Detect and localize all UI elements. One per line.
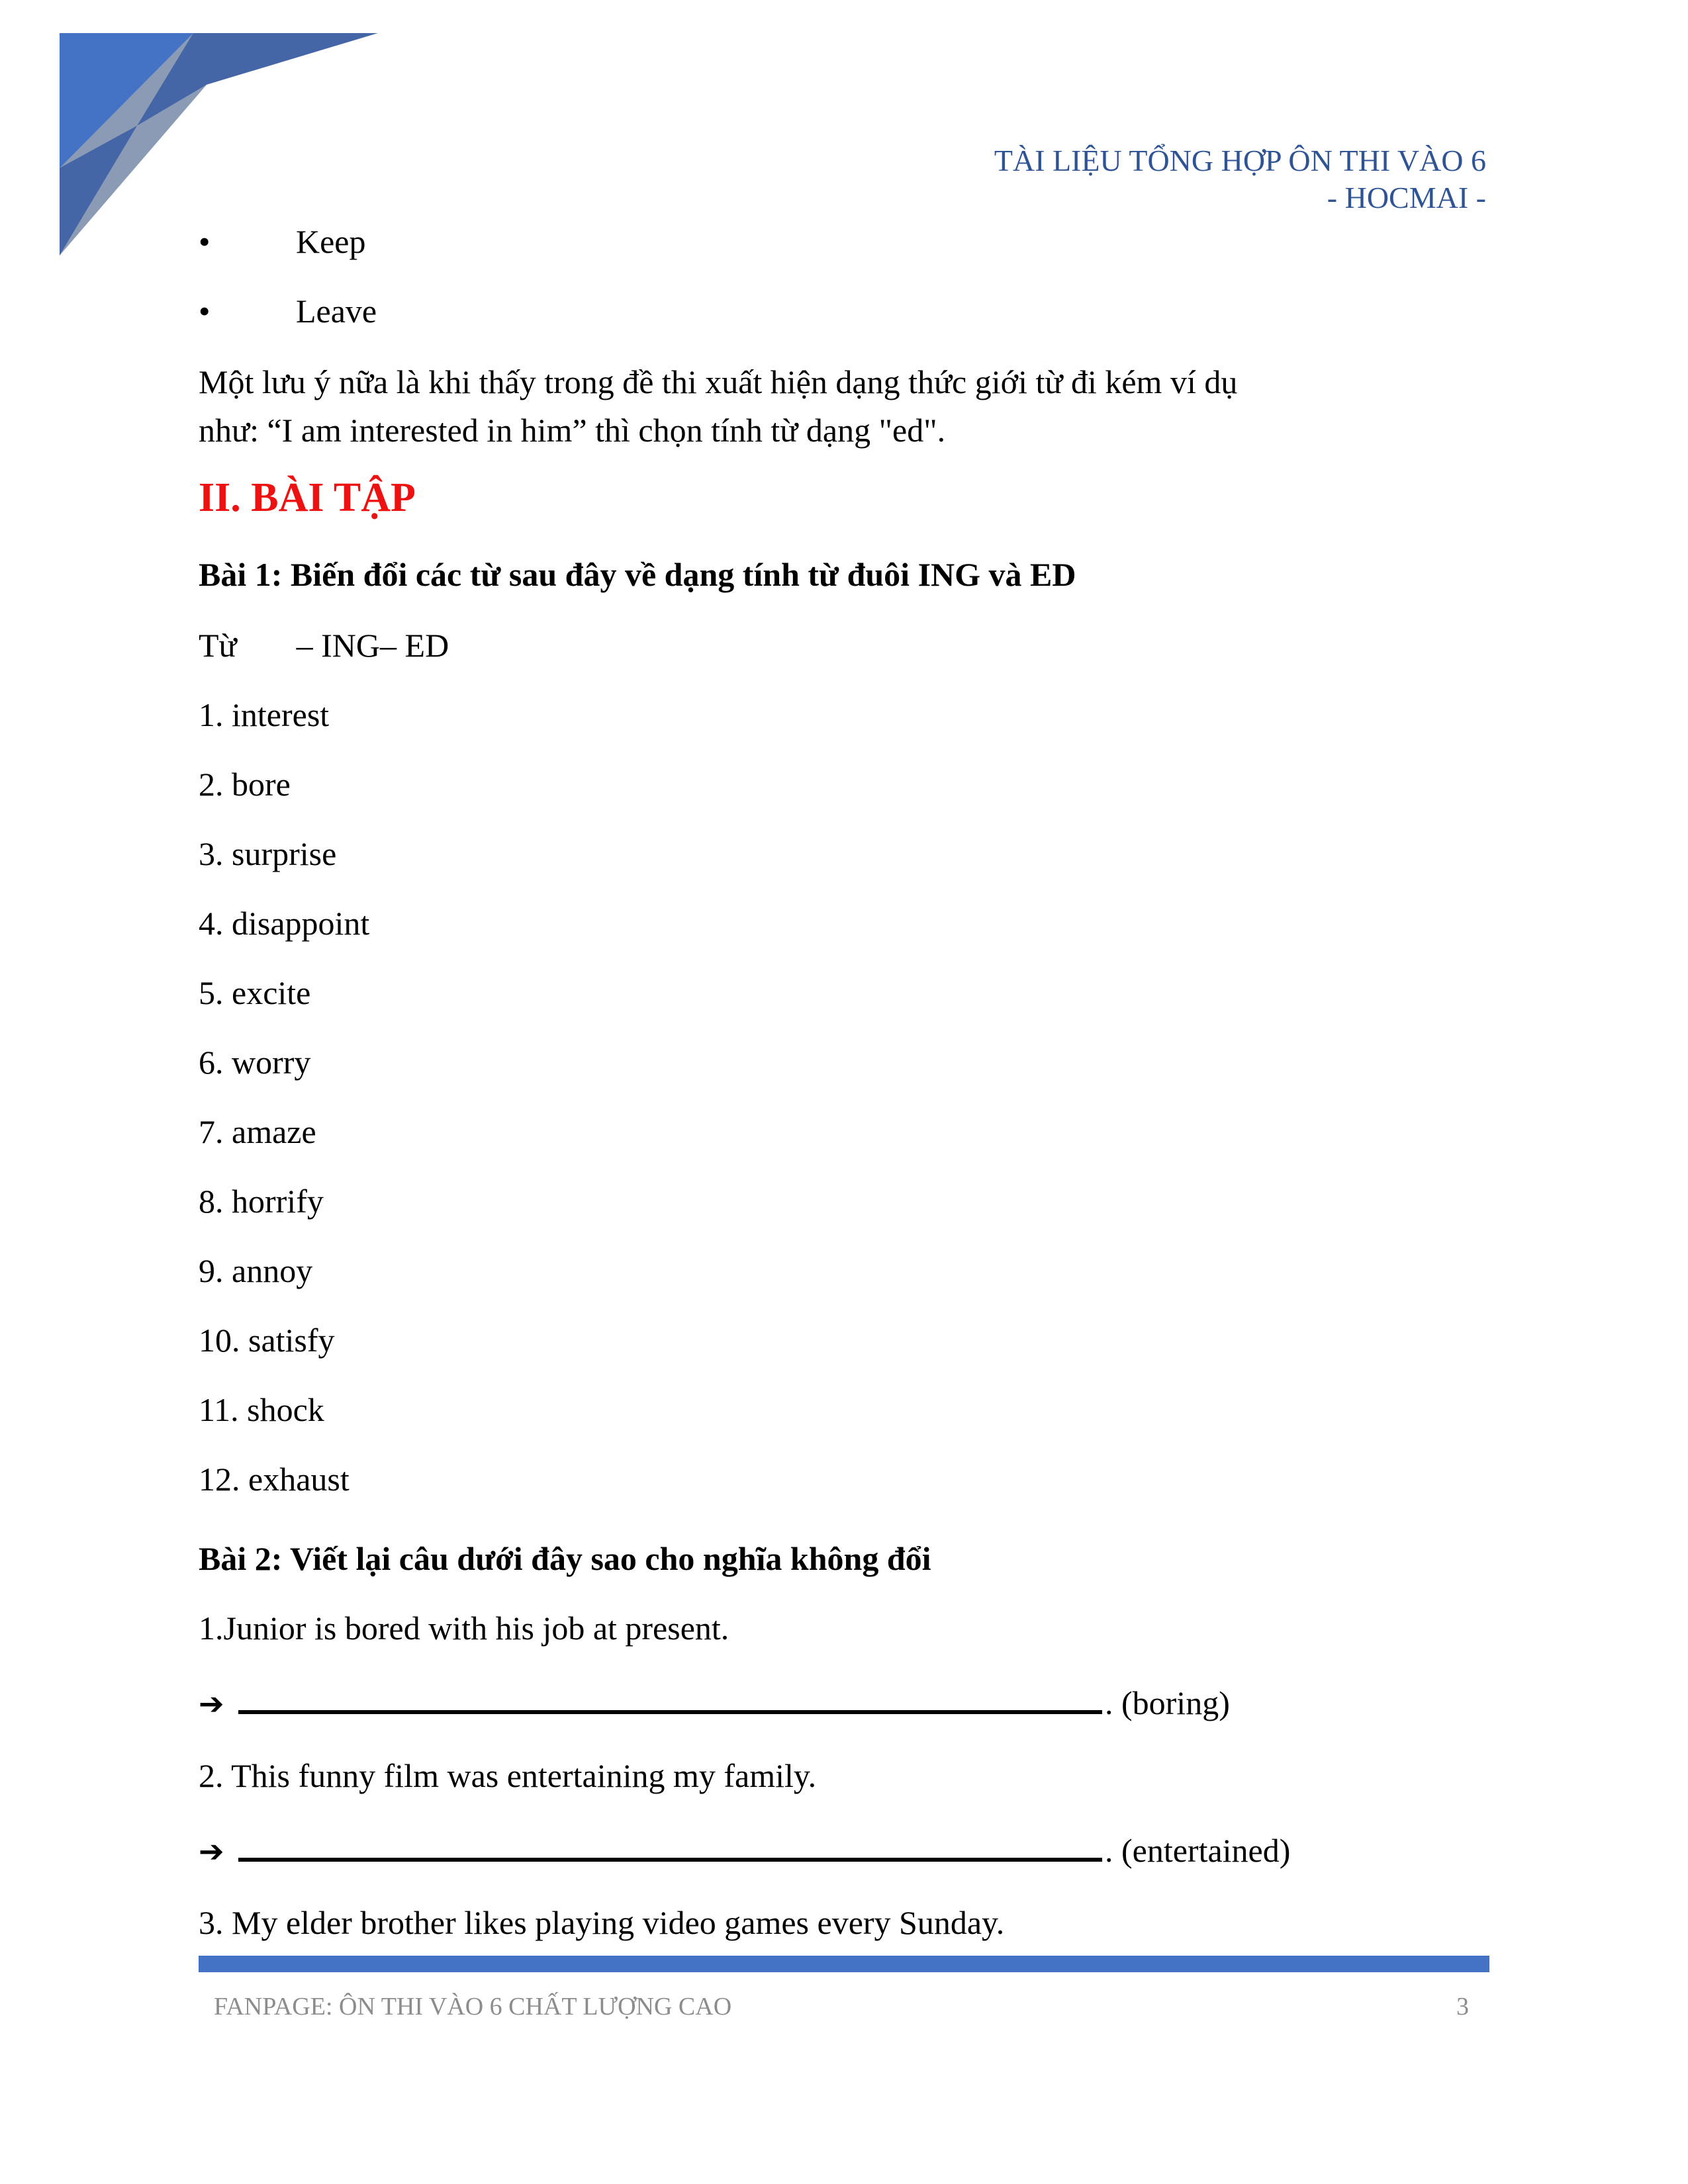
answer-line bbox=[199, 1683, 1230, 1723]
bullet-icon: • bbox=[199, 293, 211, 330]
exercise-1-item: 6. worry bbox=[199, 1044, 311, 1081]
exercise-1-item: 10. satisfy bbox=[199, 1322, 335, 1359]
note-line-2: như: “I am interested in him” thì chọn tính từ dạng "ed". bbox=[199, 412, 946, 449]
footer-text: FANPAGE: ÔN THI VÀO 6 CHẤT LƯỢNG CAO bbox=[214, 1993, 732, 2021]
exercise-1-item: 8. horrify bbox=[199, 1183, 324, 1220]
answer-hint: . (boring) bbox=[1105, 1684, 1230, 1721]
exercise-1-item: 5. excite bbox=[199, 974, 311, 1011]
document-header bbox=[994, 142, 1486, 216]
exercise-1-item: 11. shock bbox=[199, 1391, 324, 1428]
note-line-1: Một lưu ý nữa là khi thấy trong đề thi xuất hiện dạng thức giới từ đi kém ví dụ bbox=[199, 363, 1238, 400]
bullet-item: Keep bbox=[296, 223, 366, 260]
section-title: II. BÀI TẬP bbox=[199, 475, 416, 520]
answer-hint: . (entertained) bbox=[1105, 1832, 1291, 1869]
exercise-1-item: 1. interest bbox=[199, 696, 330, 733]
exercise-1-item: 12. exhaust bbox=[199, 1461, 350, 1498]
exercise-1-item: 2. bore bbox=[199, 766, 291, 803]
header-forms-label: – ING– ED bbox=[296, 627, 449, 664]
exercise-1-item: 3. surprise bbox=[199, 835, 337, 872]
question-sentence: 2. This funny film was entertaining my family. bbox=[199, 1757, 817, 1794]
question-sentence: 1.Junior is bored with his job at present. bbox=[199, 1610, 729, 1647]
exercise-1-item: 7. amaze bbox=[199, 1113, 316, 1150]
page-number: 3 bbox=[1456, 1993, 1469, 2021]
header-title: TÀI LIỆU TỔNG HỢP ÔN THI VÀO 6 bbox=[994, 144, 1486, 177]
exercise-1-header bbox=[199, 625, 449, 665]
footer-bar bbox=[199, 1956, 1489, 1972]
header-subtitle: - HOCMAI - bbox=[1327, 181, 1486, 214]
arrow-right-icon: ➔ bbox=[199, 1686, 224, 1721]
arrow-right-icon: ➔ bbox=[199, 1833, 224, 1869]
question-sentence: 3. My elder brother likes playing video games every Sunday. bbox=[199, 1904, 1005, 1941]
exercise-1-item: 4. disappoint bbox=[199, 905, 370, 942]
exercise-1-item: 9. annoy bbox=[199, 1252, 313, 1289]
answer-blank[interactable] bbox=[238, 1831, 1102, 1862]
answer-blank[interactable] bbox=[238, 1684, 1102, 1714]
exercise-1-title: Bài 1: Biến đổi các từ sau đây về dạng tính từ đuôi ING và ED bbox=[199, 556, 1076, 593]
answer-line bbox=[199, 1831, 1290, 1871]
header-word-label: Từ bbox=[199, 627, 237, 664]
bullet-item: Leave bbox=[296, 293, 377, 330]
bullet-icon: • bbox=[199, 223, 211, 260]
exercise-2-title: Bài 2: Viết lại câu dưới đây sao cho nghĩa không đổi bbox=[199, 1540, 931, 1577]
